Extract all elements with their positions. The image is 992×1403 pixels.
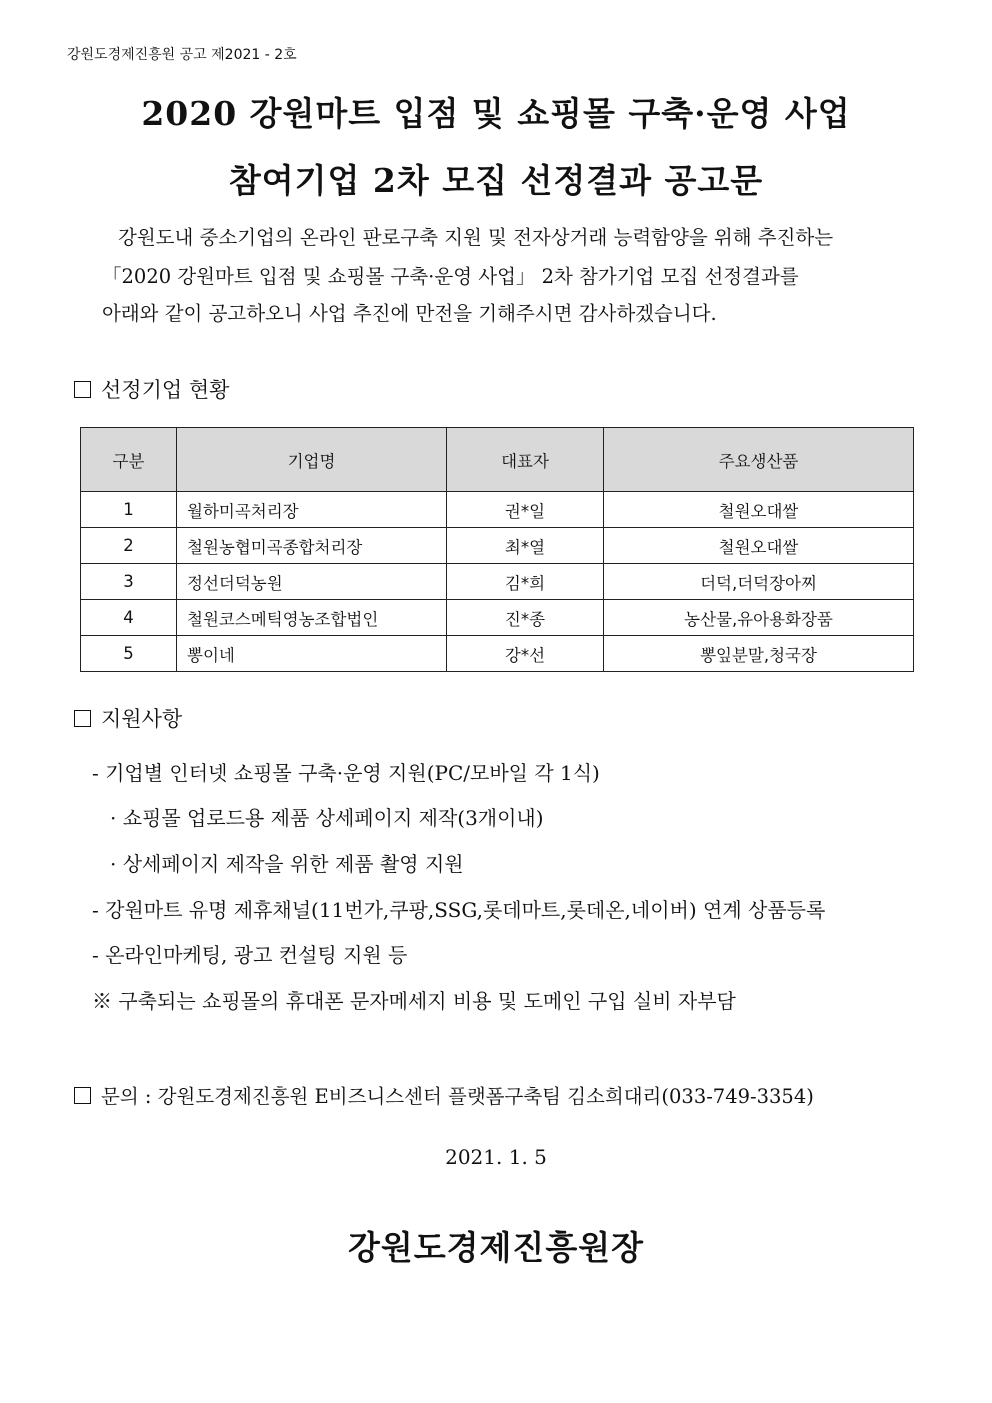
support-item: - 기업별 인터넷 쇼핑몰 구축·운영 지원(PC/모바일 각 1식) <box>92 761 600 785</box>
square-bullet-icon <box>74 710 91 727</box>
table-row <box>81 636 914 672</box>
section-support <box>74 703 182 733</box>
cell-company: 철원농협미곡종합처리장 <box>177 528 447 564</box>
support-note: ※ 구축되는 쇼핑몰의 휴대폰 문자메세지 비용 및 도메인 구입 실비 자부담 <box>92 989 736 1013</box>
cell-products: 철원오대쌀 <box>604 492 914 528</box>
support-item: - 온라인마케팅, 광고 컨설팅 지원 등 <box>92 943 408 967</box>
table-header-row <box>81 428 914 492</box>
cell-number: 1 <box>81 492 177 528</box>
column-header-representative: 대표자 <box>447 428 604 492</box>
title-line-2: 참여기업 2차 모집 선정결과 공고문 <box>228 161 764 200</box>
issuer-signature: 강원도경제진흥원장 <box>348 1228 644 1267</box>
cell-representative: 김*희 <box>447 564 604 600</box>
selected-companies-table <box>80 427 914 672</box>
square-bullet-icon <box>74 381 91 398</box>
table-row <box>81 528 914 564</box>
column-header-products: 주요생산품 <box>604 428 914 492</box>
intro-line-3: 아래와 같이 공고하오니 사업 추진에 만전을 기해주시면 감사하겠습니다. <box>102 302 717 325</box>
document-number: 강원도경제진흥원 공고 제2021 - 2호 <box>67 47 297 63</box>
support-sub-item: · 쇼핑몰 업로드용 제품 상세페이지 제작(3개이내) <box>110 806 544 830</box>
cell-representative: 진*종 <box>447 600 604 636</box>
intro-line-1: 강원도내 중소기업의 온라인 판로구축 지원 및 전자상거래 능력함양을 위해 추진하는 <box>118 226 834 249</box>
cell-company: 정선더덕농원 <box>177 564 447 600</box>
cell-number: 5 <box>81 636 177 672</box>
cell-representative: 권*일 <box>447 492 604 528</box>
cell-number: 2 <box>81 528 177 564</box>
intro-line-2: 「2020 강원마트 입점 및 쇼핑몰 구축·운영 사업」 2차 참가기업 모집 선정결과를 <box>102 265 799 288</box>
announcement-date: 2021. 1. 5 <box>445 1145 547 1169</box>
cell-company: 월하미곡처리장 <box>177 492 447 528</box>
section-contact <box>74 1081 814 1109</box>
section-label: 선정기업 현황 <box>101 378 230 402</box>
square-bullet-icon <box>74 1087 91 1104</box>
section-selected-companies <box>74 374 229 404</box>
cell-products: 더덕,더덕장아찌 <box>604 564 914 600</box>
cell-products: 뽕잎분말,청국장 <box>604 636 914 672</box>
column-header-number: 구분 <box>81 428 177 492</box>
table-row <box>81 492 914 528</box>
cell-company: 뽕이네 <box>177 636 447 672</box>
cell-products: 철원오대쌀 <box>604 528 914 564</box>
column-header-company: 기업명 <box>177 428 447 492</box>
cell-number: 4 <box>81 600 177 636</box>
cell-representative: 최*열 <box>447 528 604 564</box>
title-line-1: 2020 강원마트 입점 및 쇼핑몰 구축·운영 사업 <box>141 94 851 133</box>
section-label: 지원사항 <box>101 707 183 731</box>
cell-products: 농산물,유아용화장품 <box>604 600 914 636</box>
cell-number: 3 <box>81 564 177 600</box>
support-item: - 강원마트 유명 제휴채널(11번가,쿠팡,SSG,롯데마트,롯데온,네이버) 연계 상품등록 <box>92 898 826 922</box>
table-row <box>81 600 914 636</box>
support-sub-item: · 상세페이지 제작을 위한 제품 촬영 지원 <box>110 852 464 876</box>
contact-text: 문의 : 강원도경제진흥원 E비즈니스센터 플랫폼구축팀 김소희대리(033-749-3354) <box>101 1085 814 1108</box>
table-row <box>81 564 914 600</box>
cell-company: 철원코스메틱영농조합법인 <box>177 600 447 636</box>
cell-representative: 강*선 <box>447 636 604 672</box>
